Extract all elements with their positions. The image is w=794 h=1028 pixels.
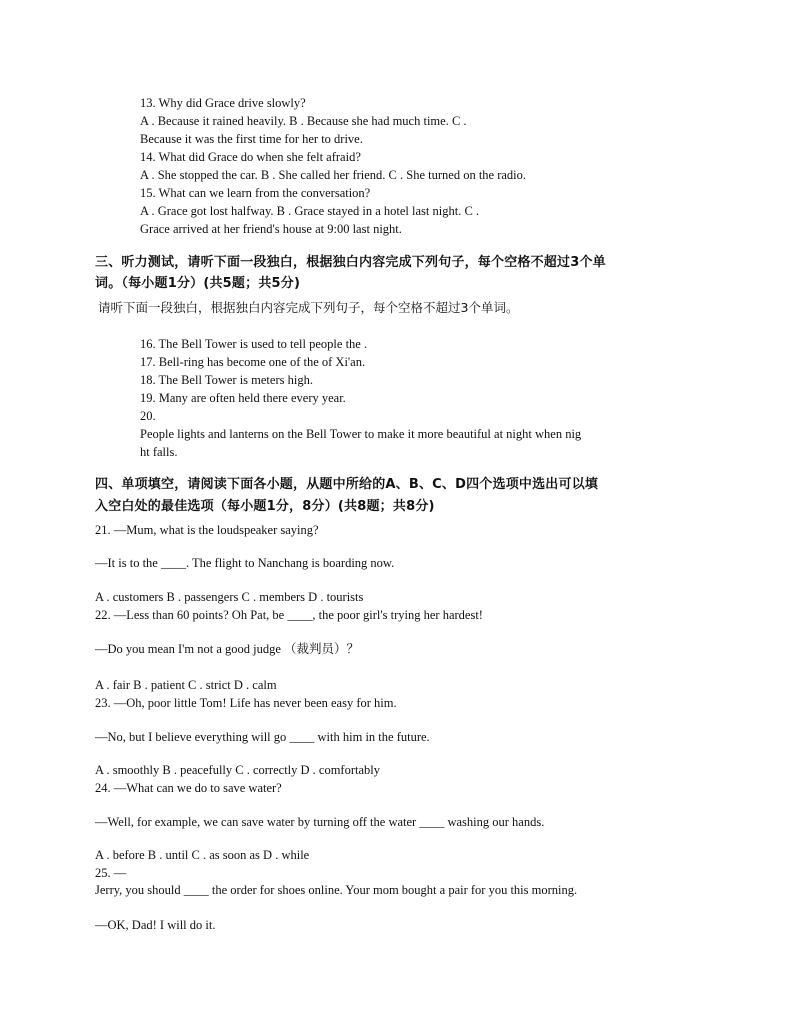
q13-options: A . Because it rained heavily. B . Because she had much time. C . bbox=[140, 114, 467, 128]
part4-heading-cont: 入空白处的最佳选项（每小题1分，8分）(共8题；共8分) bbox=[95, 499, 435, 514]
q13-question: 13. Why did Grace drive slowly? bbox=[140, 96, 306, 110]
q15-options: A . Grace got lost halfway. B . Grace stayed in a hotel last night. C . bbox=[140, 204, 480, 218]
q24-options: A . before B . until C . as soon as D . while bbox=[95, 848, 310, 862]
q24-line1: 24. —What can we do to save water? bbox=[95, 781, 282, 795]
q15-question: 15. What can we learn from the conversation? bbox=[140, 186, 371, 200]
q21-line1: 21. —Mum, what is the loudspeaker saying? bbox=[95, 523, 319, 537]
q17-item: 17. Bell-ring has become one of the of Xi'an. bbox=[140, 355, 366, 369]
q25-line1: 25. — bbox=[95, 866, 127, 880]
q23-line2: —No, but I believe everything will go ____ with him in the future. bbox=[95, 730, 430, 744]
q20-item-cont: ht falls. bbox=[140, 445, 178, 459]
q15-options-cont: Grace arrived at her friend's house at 9:00 last night. bbox=[140, 222, 402, 236]
q25-line2: Jerry, you should ____ the order for shoes online. Your mom bought a pair for you this morning. bbox=[95, 883, 578, 897]
q24-line2: —Well, for example, we can save water by turning off the water ____ washing our hands. bbox=[95, 815, 545, 829]
part3-heading-cont: 词。（每小题1分）(共5题；共5分) bbox=[95, 276, 301, 291]
q13-options-cont: Because it was the first time for her to drive. bbox=[140, 132, 363, 146]
q23-line1: 23. —Oh, poor little Tom! Life has never been easy for him. bbox=[95, 696, 397, 710]
q23-options: A . smoothly B . peacefully C . correctly D . comfortably bbox=[95, 763, 381, 777]
part3-instruction: 请听下面一段独白，根据独白内容完成下列句子，每个空格不超过3个单词。 bbox=[98, 300, 519, 315]
q14-options: A . She stopped the car. B . She called her friend. C . She turned on the radio. bbox=[140, 168, 527, 182]
part4-heading: 四、单项填空，请阅读下面各小题，从题中所给的A、B、C、D四个选项中选出可以填 bbox=[95, 477, 599, 492]
q22-line2: —Do you mean I'm not a good judge （裁判员）？ bbox=[95, 642, 360, 656]
q20-number: 20. bbox=[140, 409, 156, 423]
q16-item: 16. The Bell Tower is used to tell people the . bbox=[140, 337, 368, 351]
q14-question: 14. What did Grace do when she felt afraid? bbox=[140, 150, 361, 164]
q20-item: People lights and lanterns on the Bell Tower to make it more beautiful at night when nig bbox=[140, 427, 582, 441]
q25-line3: —OK, Dad! I will do it. bbox=[95, 918, 216, 932]
q18-item: 18. The Bell Tower is meters high. bbox=[140, 373, 313, 387]
q21-options: A . customers B . passengers C . members D . tourists bbox=[95, 590, 364, 604]
q19-item: 19. Many are often held there every year. bbox=[140, 391, 346, 405]
part3-heading: 三、听力测试，请听下面一段独白，根据独白内容完成下列句子，每个空格不超过3个单 bbox=[95, 255, 606, 270]
q21-line2: —It is to the ____. The flight to Nanchang is boarding now. bbox=[95, 556, 395, 570]
q22-line1: 22. —Less than 60 points? Oh Pat, be ____, the poor girl's trying her hardest! bbox=[95, 608, 483, 622]
q22-options: A . fair B . patient C . strict D . calm bbox=[95, 678, 277, 692]
